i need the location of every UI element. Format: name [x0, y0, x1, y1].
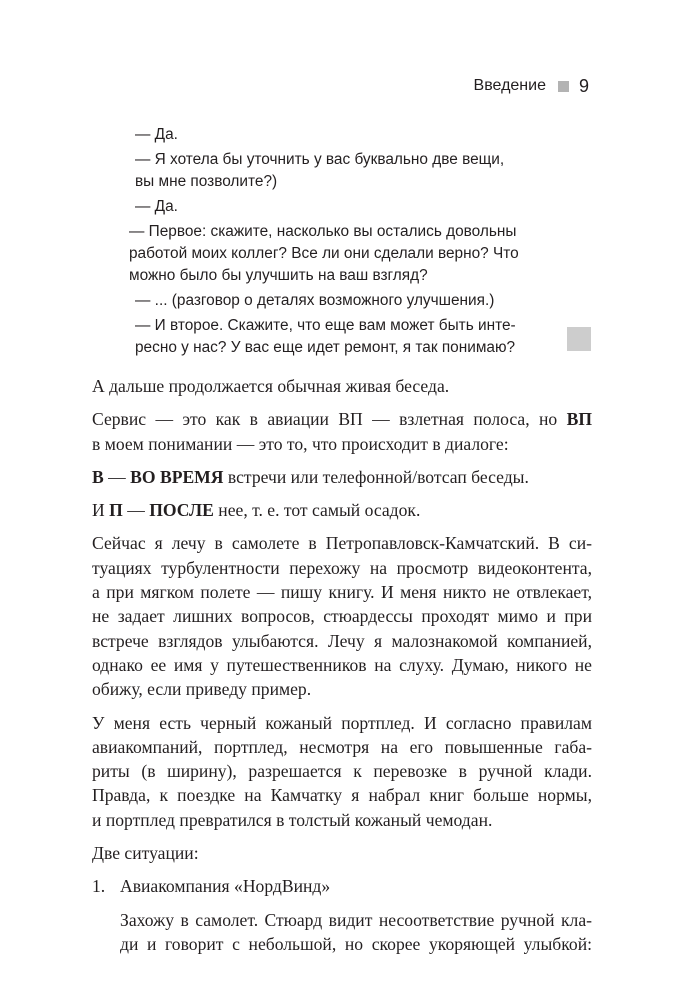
dialogue-block [129, 124, 562, 359]
paragraph [92, 841, 592, 865]
text-line: Правда, к поездке на Камчатку я набрал книг больше нормы, [92, 785, 592, 806]
paragraph [92, 711, 592, 832]
running-header [474, 74, 589, 98]
dialogue-line: — И второе. Скажите, что еще вам может быть инте- [135, 317, 516, 334]
bold-text: ПОСЛЕ [149, 500, 214, 521]
text-line: туациях турбулентности перехожу на просмотр видеоконтента, [92, 557, 592, 578]
list-number: 1. [92, 876, 106, 897]
paragraph [92, 407, 592, 456]
dialogue-line: — Да. [135, 126, 178, 143]
text-run: — [122, 500, 150, 521]
dialogue-line: — Я хотела бы уточнить у вас буквально две вещи, [135, 151, 505, 168]
bold-text: ВО ВРЕМЯ [130, 466, 224, 487]
text-line [92, 407, 592, 431]
text-line [92, 498, 592, 522]
bold-text: П [109, 500, 123, 521]
text-line: Две ситуации: [92, 843, 199, 864]
chapter-title: Введение [473, 77, 546, 94]
text-line: встрече взглядов улыбаются. Лечу я малознакомой компанией, [92, 630, 592, 651]
dialogue-line: — Да. [135, 198, 178, 215]
text-line: в моем понимании — это то, что происходит в диалоге: [92, 433, 509, 454]
dialogue-line: ресно у нас? У вас еще идет ремонт, я так понимаю? [135, 339, 516, 356]
text-line: авиакомпаний, портплед, несмотря на его повышенные габа- [92, 736, 592, 757]
text-line: риты (в ширину), разрешается к перевозке в ручной клади. [92, 761, 592, 782]
text-line: А дальше продолжается обычная живая беседа. [92, 376, 450, 396]
text-line: Захожу в самолет. Стюард видит несоответствие ручной кла- [120, 909, 592, 930]
text-line: У меня есть черный кожаный портплед. И согласно правилам [92, 712, 592, 733]
dialogue-line: вы мне позволите?) [135, 173, 278, 190]
dialogue-line: — Первое: скажите, насколько вы остались довольны [129, 223, 517, 240]
text-line: и портплед превратился в толстый кожаный чемодан. [92, 809, 493, 830]
bold-text: ВП [566, 409, 592, 430]
text-line: не задает лишних вопросов, стюардессы проходят мимо и при [92, 606, 592, 627]
body-text [92, 374, 592, 965]
text-run: И [92, 500, 110, 521]
text-line: Сейчас я лечу в самолете в Петропавловск-Камчатский. В си- [92, 533, 592, 554]
header-square-icon [558, 81, 569, 92]
paragraph [92, 465, 592, 489]
text-line [92, 465, 592, 489]
dialogue-line: — ... (разговор о деталях возможного улучшения.) [135, 292, 495, 309]
dialogue-line: можно было бы улучшить на ваш взгляд? [129, 267, 428, 284]
paragraph [92, 374, 592, 398]
paragraph [92, 531, 592, 701]
text-line: ди и говорит с небольшой, но скорее укоряющей улыбкой: [120, 933, 592, 954]
text-line [92, 874, 592, 898]
text-run: нее, т. е. тот самый осадок. [213, 500, 421, 521]
dialogue-line: работой моих коллег? Все ли они сделали верно? Что [129, 245, 519, 262]
text-line: а при мягком полете — пишу книгу. И меня никто не отвлекает, [92, 582, 592, 603]
list-text: Авиакомпания «НордВинд» [120, 876, 331, 897]
list-item [92, 874, 592, 898]
text-run: — [103, 466, 131, 487]
paragraph [92, 498, 592, 522]
text-run: Сервис — это как в авиации ВП — взлетная полоса, но [92, 409, 567, 430]
page-number: 9 [578, 75, 589, 96]
bold-text: В [92, 466, 104, 487]
paragraph [92, 908, 592, 957]
text-line: однако ее имя у путешественников на слуху. Думаю, никого не [92, 654, 592, 675]
text-run: встречи или телефонной/вотсап беседы. [223, 466, 529, 487]
margin-square-icon [567, 327, 591, 351]
text-line: обижу, если приведу пример. [92, 679, 312, 700]
